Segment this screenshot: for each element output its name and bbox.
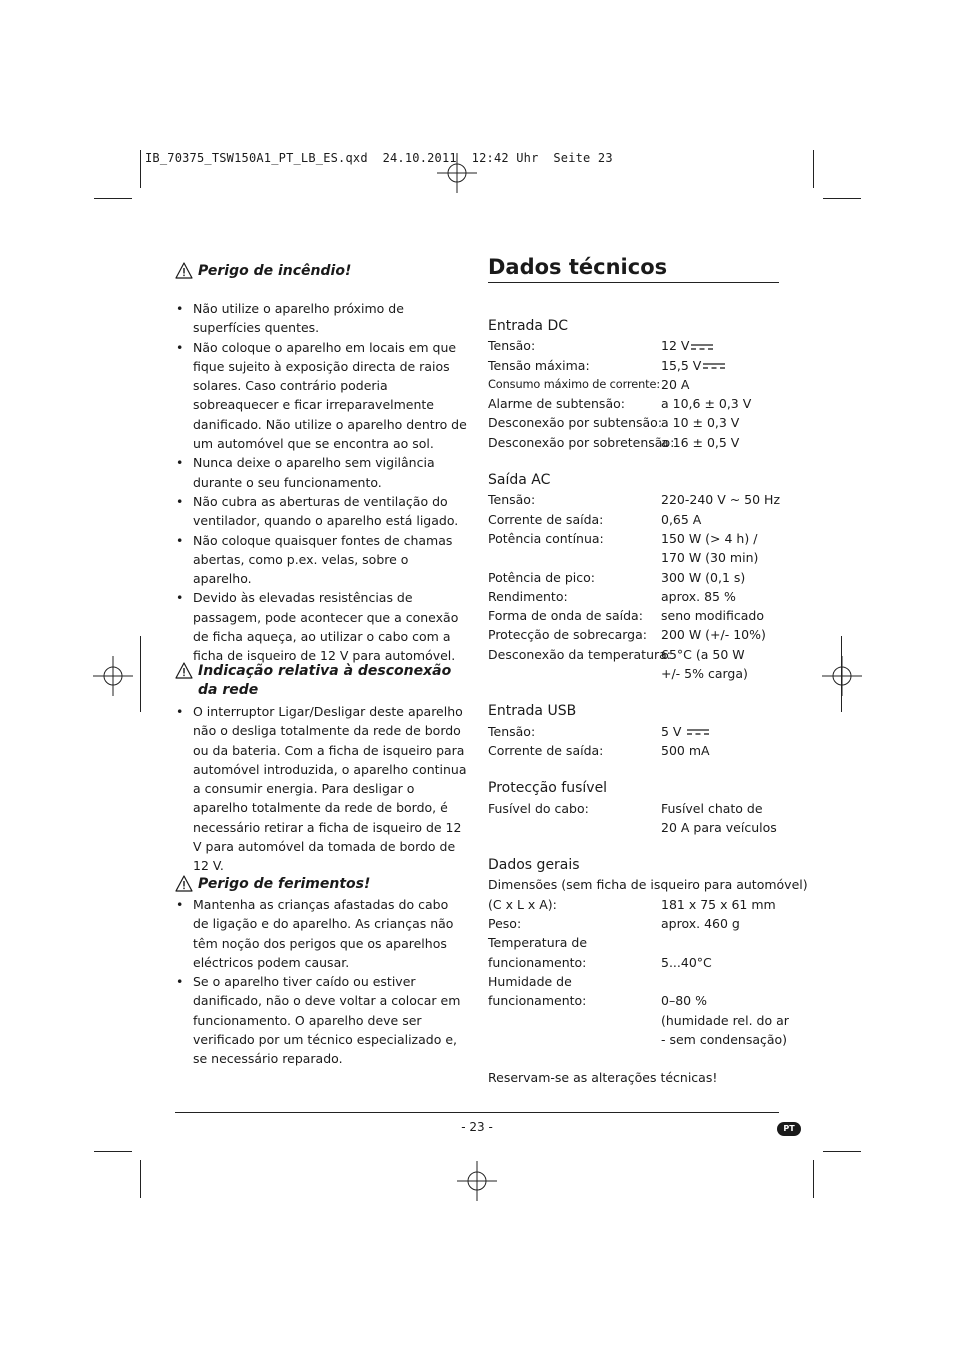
spec-label: (C x L x A): [488, 896, 557, 912]
spec-row [488, 356, 779, 375]
spec-row [488, 645, 779, 664]
spec-label: Potência contínua: [488, 530, 604, 546]
injury-hazard-heading: Perigo de ferimentos! [175, 875, 467, 894]
registration-mark-left [93, 656, 133, 696]
spec-label: Corrente de saída: [488, 742, 604, 758]
spec-label: Tensão: [488, 723, 536, 739]
spec-row [488, 722, 779, 741]
spec-row [488, 895, 779, 914]
spec-row [488, 606, 779, 625]
list-item: • Mantenha as crianças afastadas do cabo de ligação e do aparelho. As crianças não têm noção dos perigos que os aparelhos eléctricos podem causar. [175, 895, 467, 972]
spec-row [488, 972, 779, 991]
spec-value: +/- 5% carga) [661, 666, 748, 682]
spec-row [488, 664, 779, 683]
spec-label [488, 548, 661, 567]
spec-label: Peso: [488, 916, 522, 932]
disconnect-note-heading [175, 662, 467, 700]
spec-label: Humidade de [488, 973, 572, 989]
general-data-group [488, 856, 808, 1049]
spec-value: 181 x 75 x 61 mm [661, 896, 776, 912]
spec-value: 200 W (+/- 10%) [661, 627, 766, 643]
group-heading: Protecção fusível [488, 780, 608, 797]
ac-output-group [488, 471, 779, 683]
spec-value: 5...40°C [661, 954, 712, 970]
spec-row [488, 818, 779, 837]
disconnect-heading-line2: da rede [198, 682, 259, 698]
list-item: • Nunca deixe o aparelho sem vigilância durante o seu funcionamento. [175, 453, 467, 492]
spec-value: aprox. 460 g [661, 916, 740, 932]
list-item: • Não coloque quaisquer fontes de chamas abertas, como p.ex. velas, sobre o aparelho. [175, 531, 467, 589]
spec-value: 0–80 % [661, 993, 707, 1009]
registration-mark-bottom [457, 1161, 497, 1201]
spec-row [488, 1011, 789, 1030]
spec-row [488, 375, 779, 394]
dc-input-group [488, 317, 779, 452]
spec-row [488, 799, 779, 818]
spec-label: Consumo máximo de corrente: [488, 377, 661, 391]
group-heading: Entrada USB [488, 703, 577, 720]
group-heading: Entrada DC [488, 318, 569, 334]
spec-row [488, 953, 779, 972]
spec-value: 15,5 V [661, 356, 779, 375]
group-heading: Saída AC [488, 472, 551, 489]
list-item: • Devido às elevadas resistências de passagem, pode acontecer que a conexão de ficha aqueça, ao utilizar o cabo com a ficha de isqueiro de 12 V para automóvel. [175, 588, 467, 665]
spec-label: Rendimento: [488, 588, 568, 604]
technical-changes-note: Reservam-se as alterações técnicas! [488, 1070, 718, 1086]
spec-value: (humidade rel. do ar [661, 1012, 789, 1028]
fire-hazard-section [175, 262, 467, 666]
spec-value: seno modificado [661, 608, 764, 624]
spec-label: funcionamento: [488, 993, 587, 1009]
registration-mark-top [437, 153, 477, 193]
spec-row [488, 914, 779, 933]
spec-row [488, 529, 779, 548]
spec-row [488, 1030, 788, 1049]
dc-symbol-icon [691, 343, 713, 351]
warning-triangle-icon [175, 262, 193, 279]
spec-value: 220-240 V ~ 50 Hz [661, 492, 781, 508]
spec-row [488, 548, 779, 567]
spec-value: - sem condensação) [661, 1031, 788, 1047]
warning-triangle-icon [175, 875, 193, 892]
dimensions-label: Dimensões (sem ficha de isqueiro para automóvel) [488, 877, 808, 893]
spec-label: Desconexão por sobretensão: [488, 434, 675, 450]
spec-label: Corrente de saída: [488, 511, 604, 527]
spec-label: Desconexão da temperatura: [488, 646, 672, 662]
fuse-group [488, 779, 779, 837]
spec-value: a 10,6 ± 0,3 V [661, 396, 752, 412]
spec-value: 150 W (> 4 h) / [661, 530, 758, 546]
spec-row [488, 336, 779, 355]
dc-symbol-icon [703, 362, 725, 370]
spec-value: 5 V [661, 722, 779, 741]
side-rule-right [841, 636, 842, 712]
page-number: - 23 - [461, 1120, 493, 1134]
spec-value: aprox. 85 % [661, 588, 736, 604]
registration-mark-right [822, 656, 862, 696]
spec-label: Desconexão por subtensão: [488, 415, 663, 431]
spec-label: Alarme de subtensão: [488, 396, 625, 412]
warning-triangle-icon [175, 662, 193, 679]
print-slug: IB_70375_TSW150A1_PT_LB_ES.qxd 24.10.2011 12:42 Uhr Seite 23 [145, 151, 613, 165]
spec-label: Tensão: [488, 492, 536, 508]
title-divider [488, 282, 779, 283]
spec-value: 65°C (a 50 W [661, 646, 745, 662]
spec-row [488, 413, 779, 432]
spec-row [488, 741, 779, 760]
footer-divider [175, 1112, 779, 1113]
spec-row [488, 490, 779, 509]
spec-label: Protecção de sobrecarga: [488, 627, 647, 643]
spec-label: Potência de pico: [488, 569, 595, 585]
disconnect-note-list [175, 702, 467, 876]
spec-row [488, 991, 779, 1010]
spec-value: 0,65 A [661, 511, 702, 527]
disconnect-heading-line1: Indicação relativa à desconexão [198, 663, 452, 679]
spec-row [488, 933, 779, 952]
spec-value: 500 mA [661, 742, 710, 758]
spec-value [661, 933, 779, 952]
spec-label: Tensão máxima: [488, 357, 590, 373]
injury-hazard-section [175, 875, 467, 1069]
disconnect-note-section [175, 662, 467, 876]
fire-hazard-heading: Perigo de incêndio! [175, 262, 467, 281]
spec-row [488, 625, 779, 644]
list-item: • Se o aparelho tiver caído ou estiver danificado, não o deve voltar a colocar em funcionamento. O aparelho deve ser verificado por um técnico especializado e, se necessário reparado. [175, 972, 467, 1068]
spec-label [488, 1030, 661, 1049]
spec-label: Forma de onda de saída: [488, 608, 643, 624]
spec-value: 170 W (30 min) [661, 550, 759, 566]
spec-label [488, 664, 661, 683]
technical-data-section [488, 253, 808, 1087]
spec-label: Temperatura de [488, 935, 588, 951]
spec-value [661, 972, 779, 991]
spec-label: Fusível do cabo: [488, 800, 589, 816]
page-title: Dados técnicos [488, 255, 668, 279]
list-item: • Não cubra as aberturas de ventilação do ventilador, quando o aparelho está ligado. [175, 492, 467, 531]
list-item: • O interruptor Ligar/Desligar deste aparelho não o desliga totalmente da rede de bordo ou da bateria. Com a ficha de isqueiro para automóvel introduzida, o aparelho continua a consumir energia. Para desligar o aparelho totalmente da rede de bordo, é necessário retirar a ficha de isqueiro de 12 V para automóvel da tomada de bordo de 12 V. [175, 702, 467, 876]
spec-row [488, 587, 779, 606]
usb-input-group [488, 702, 779, 760]
spec-value: 12 V [661, 336, 779, 355]
spec-row [488, 394, 779, 413]
side-rule-left [140, 636, 141, 712]
spec-value: 20 A [661, 376, 690, 392]
list-item: • Não utilize o aparelho próximo de superfícies quentes. [175, 299, 467, 338]
spec-value: a 16 ± 0,5 V [661, 434, 740, 450]
list-item: • Não coloque o aparelho em locais em que fique sujeito à exposição directa de raios solares. Caso contrário poderia sobreaquecer e ficar irreparavelmente danificado. Não utilize o aparelho dentro de um automóvel que se encontra ao sol. [175, 338, 467, 454]
spec-label: funcionamento: [488, 954, 587, 970]
spec-label [488, 1011, 661, 1030]
dc-symbol-icon [687, 728, 709, 736]
spec-row [488, 568, 779, 587]
spec-row [488, 433, 779, 452]
fire-hazard-list [175, 299, 467, 666]
language-badge: PT [777, 1122, 801, 1136]
group-heading: Dados gerais [488, 857, 580, 874]
spec-label: Tensão: [488, 338, 536, 354]
spec-label [488, 818, 661, 837]
spec-value: 20 A para veículos [661, 819, 777, 835]
spec-value: 300 W (0,1 s) [661, 569, 746, 585]
injury-hazard-list [175, 895, 467, 1069]
spec-row [488, 510, 779, 529]
spec-value: Fusível chato de [661, 800, 763, 816]
spec-value: a 10 ± 0,3 V [661, 415, 740, 431]
